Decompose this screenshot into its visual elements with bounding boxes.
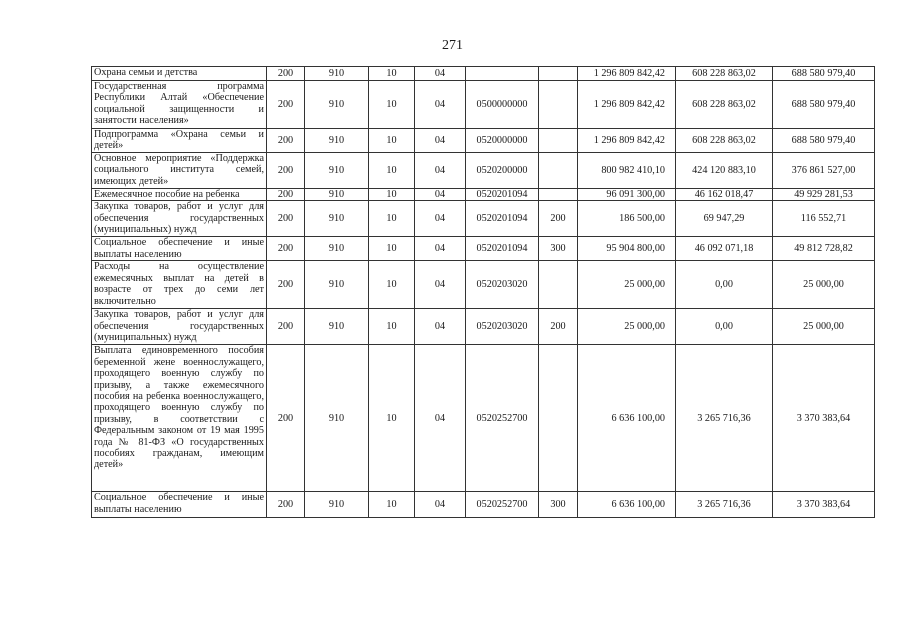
item-name: Социальное обеспечение и иные выплаты населению [92, 492, 267, 518]
section-code: 10 [369, 345, 415, 492]
table-row [92, 492, 875, 518]
expense-type-code: 300 [539, 237, 578, 261]
amount-total: 1 296 809 842,42 [578, 67, 676, 81]
subsection-code: 04 [415, 492, 466, 518]
amount-federal: 3 265 716,36 [676, 492, 773, 518]
amount-regional: 688 580 979,40 [773, 67, 875, 81]
section-code: 10 [369, 309, 415, 345]
amount-federal: 608 228 863,02 [676, 81, 773, 129]
ministry-code: 910 [305, 129, 369, 153]
amount-federal: 46 092 071,18 [676, 237, 773, 261]
table-row [92, 261, 875, 309]
ministry-code: 910 [305, 309, 369, 345]
expense-type-code [539, 189, 578, 201]
expense-type-code [539, 81, 578, 129]
amount-federal: 424 120 883,10 [676, 153, 773, 189]
item-name: Расходы на осуществление ежемесячных выплат на детей в возрасте от трех до семи лет включительно [92, 261, 267, 309]
amount-regional: 116 552,71 [773, 201, 875, 237]
subsection-code: 04 [415, 345, 466, 492]
expense-type-code [539, 345, 578, 492]
admin-code: 200 [267, 67, 305, 81]
section-code: 10 [369, 237, 415, 261]
admin-code: 200 [267, 492, 305, 518]
amount-federal: 608 228 863,02 [676, 129, 773, 153]
table-row [92, 67, 875, 81]
amount-federal: 0,00 [676, 261, 773, 309]
target-article-code: 0520203020 [466, 309, 539, 345]
admin-code: 200 [267, 201, 305, 237]
target-article-code: 0520200000 [466, 153, 539, 189]
ministry-code: 910 [305, 189, 369, 201]
amount-federal: 3 265 716,36 [676, 345, 773, 492]
section-code: 10 [369, 81, 415, 129]
section-code: 10 [369, 129, 415, 153]
amount-regional: 49 812 728,82 [773, 237, 875, 261]
amount-regional: 3 370 383,64 [773, 492, 875, 518]
admin-code: 200 [267, 309, 305, 345]
expense-type-code: 200 [539, 201, 578, 237]
item-name: Охрана семьи и детства [92, 67, 267, 81]
section-code: 10 [369, 261, 415, 309]
subsection-code: 04 [415, 201, 466, 237]
section-code: 10 [369, 189, 415, 201]
amount-federal: 0,00 [676, 309, 773, 345]
section-code: 10 [369, 153, 415, 189]
amount-regional: 3 370 383,64 [773, 345, 875, 492]
subsection-code: 04 [415, 237, 466, 261]
item-name: Закупка товаров, работ и услуг для обеспечения государственных (муниципальных) нужд [92, 309, 267, 345]
expense-type-code [539, 261, 578, 309]
subsection-code: 04 [415, 153, 466, 189]
ministry-code: 910 [305, 261, 369, 309]
amount-federal: 69 947,29 [676, 201, 773, 237]
expense-type-code [539, 129, 578, 153]
amount-total: 6 636 100,00 [578, 345, 676, 492]
admin-code: 200 [267, 261, 305, 309]
table-row [92, 345, 875, 492]
subsection-code: 04 [415, 189, 466, 201]
item-name: Подпрограмма «Охрана семьи и детей» [92, 129, 267, 153]
item-name: Основное мероприятие «Поддержка социального института семей, имеющих детей» [92, 153, 267, 189]
target-article-code: 0520203020 [466, 261, 539, 309]
subsection-code: 04 [415, 81, 466, 129]
target-article-code: 0520201094 [466, 201, 539, 237]
target-article-code: 0500000000 [466, 81, 539, 129]
target-article-code: 0520000000 [466, 129, 539, 153]
table-row [92, 153, 875, 189]
ministry-code: 910 [305, 345, 369, 492]
ministry-code: 910 [305, 237, 369, 261]
ministry-code: 910 [305, 153, 369, 189]
ministry-code: 910 [305, 201, 369, 237]
admin-code: 200 [267, 345, 305, 492]
amount-federal: 46 162 018,47 [676, 189, 773, 201]
amount-regional: 49 929 281,53 [773, 189, 875, 201]
table-row [92, 201, 875, 237]
amount-regional: 25 000,00 [773, 261, 875, 309]
amount-total: 800 982 410,10 [578, 153, 676, 189]
target-article-code: 0520252700 [466, 492, 539, 518]
admin-code: 200 [267, 189, 305, 201]
target-article-code: 0520252700 [466, 345, 539, 492]
expense-type-code: 200 [539, 309, 578, 345]
expense-type-code: 300 [539, 492, 578, 518]
admin-code: 200 [267, 129, 305, 153]
section-code: 10 [369, 67, 415, 81]
amount-total: 25 000,00 [578, 261, 676, 309]
page-number: 271 [442, 38, 463, 53]
subsection-code: 04 [415, 67, 466, 81]
expense-type-code [539, 153, 578, 189]
item-name: Социальное обеспечение и иные выплаты населению [92, 237, 267, 261]
budget-table [91, 66, 875, 518]
item-name: Государственная программа Республики Алтай «Обеспечение социальной защищенности и занятости населения» [92, 81, 267, 129]
amount-total: 186 500,00 [578, 201, 676, 237]
target-article-code: 0520201094 [466, 189, 539, 201]
target-article-code: 0520201094 [466, 237, 539, 261]
table-row [92, 309, 875, 345]
section-code: 10 [369, 492, 415, 518]
admin-code: 200 [267, 81, 305, 129]
expense-type-code [539, 67, 578, 81]
ministry-code: 910 [305, 81, 369, 129]
amount-total: 25 000,00 [578, 309, 676, 345]
amount-regional: 376 861 527,00 [773, 153, 875, 189]
item-name: Выплата единовременного пособия беременной жене военнослужащего, проходящего военную службу по призыву, а также ежемесячного пособия на ребенка военнослужащего, проходящего военную службу по призыву, в соответствии с Федеральным законом от 19 мая 1995 года № 81-ФЗ «О государственных пособиях гражданам, имеющим детей» [92, 345, 267, 492]
amount-total: 1 296 809 842,42 [578, 81, 676, 129]
amount-regional: 688 580 979,40 [773, 81, 875, 129]
target-article-code [466, 67, 539, 81]
admin-code: 200 [267, 237, 305, 261]
item-name: Ежемесячное пособие на ребенка [92, 189, 267, 201]
section-code: 10 [369, 201, 415, 237]
amount-total: 95 904 800,00 [578, 237, 676, 261]
amount-regional: 25 000,00 [773, 309, 875, 345]
ministry-code: 910 [305, 67, 369, 81]
table-row [92, 81, 875, 129]
table-row [92, 237, 875, 261]
table-row [92, 129, 875, 153]
subsection-code: 04 [415, 261, 466, 309]
amount-total: 1 296 809 842,42 [578, 129, 676, 153]
admin-code: 200 [267, 153, 305, 189]
amount-federal: 608 228 863,02 [676, 67, 773, 81]
subsection-code: 04 [415, 129, 466, 153]
subsection-code: 04 [415, 309, 466, 345]
ministry-code: 910 [305, 492, 369, 518]
amount-total: 6 636 100,00 [578, 492, 676, 518]
amount-total: 96 091 300,00 [578, 189, 676, 201]
amount-regional: 688 580 979,40 [773, 129, 875, 153]
item-name: Закупка товаров, работ и услуг для обеспечения государственных (муниципальных) нужд [92, 201, 267, 237]
table-row [92, 189, 875, 201]
